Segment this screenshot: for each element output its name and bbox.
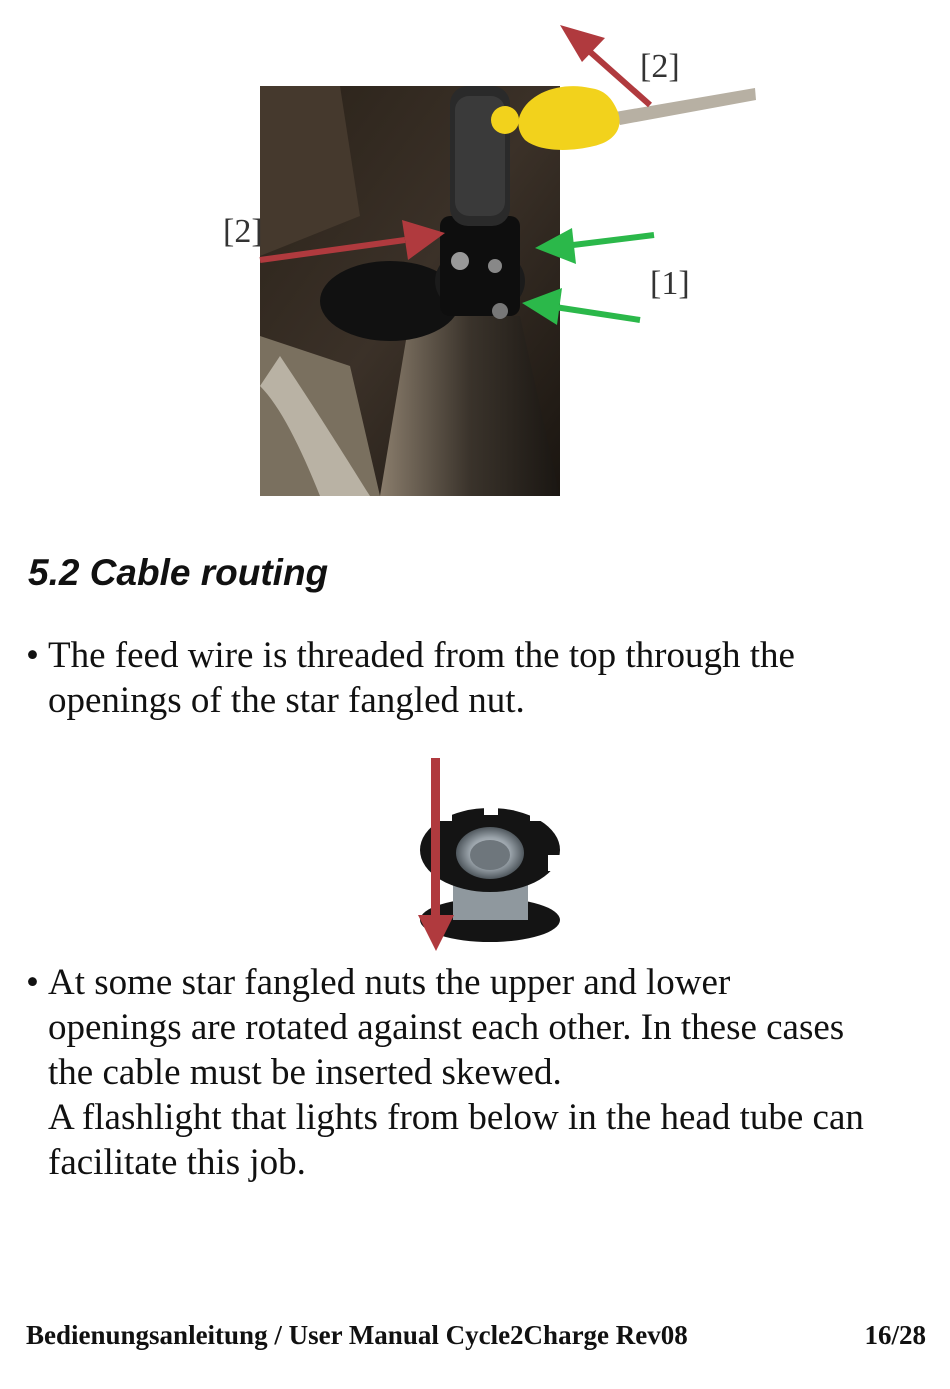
bullet1-line1: The feed wire is threaded from the top through the (48, 635, 795, 676)
callout-label-2-top: [2] (640, 48, 680, 85)
bullet1-line2: openings of the star fangled nut. (48, 680, 525, 721)
bullet2-line4: A flashlight that lights from below in the head tube can (48, 1097, 864, 1138)
section-heading: 5.2 Cable routing (28, 552, 329, 593)
bullet-symbol: • (26, 635, 39, 676)
bullet2-line3: the cable must be inserted skewed. (48, 1052, 562, 1093)
bullet-paragraph-2 (26, 960, 864, 1185)
stem-headset-figure (220, 20, 760, 480)
bullet2-line2: openings are rotated against each other. In these cases (48, 1007, 845, 1048)
star-fangled-nut-figure (408, 755, 568, 955)
bullet2-line5: facilitate this job. (48, 1142, 306, 1183)
screwdriver-and-arrows (220, 20, 760, 480)
callout-label-1-right: [1] (650, 265, 690, 302)
bullet-symbol: • (26, 962, 39, 1003)
bullet2-line1: At some star fangled nuts the upper and lower (48, 962, 731, 1003)
bullet-paragraph-1 (26, 633, 795, 723)
callout-label-2-left: [2] (223, 213, 263, 250)
footer-page-number: 16/28 (864, 1320, 926, 1350)
footer-manual-title: Bedienungsanleitung / User Manual Cycle2Charge Rev08 (26, 1320, 688, 1350)
